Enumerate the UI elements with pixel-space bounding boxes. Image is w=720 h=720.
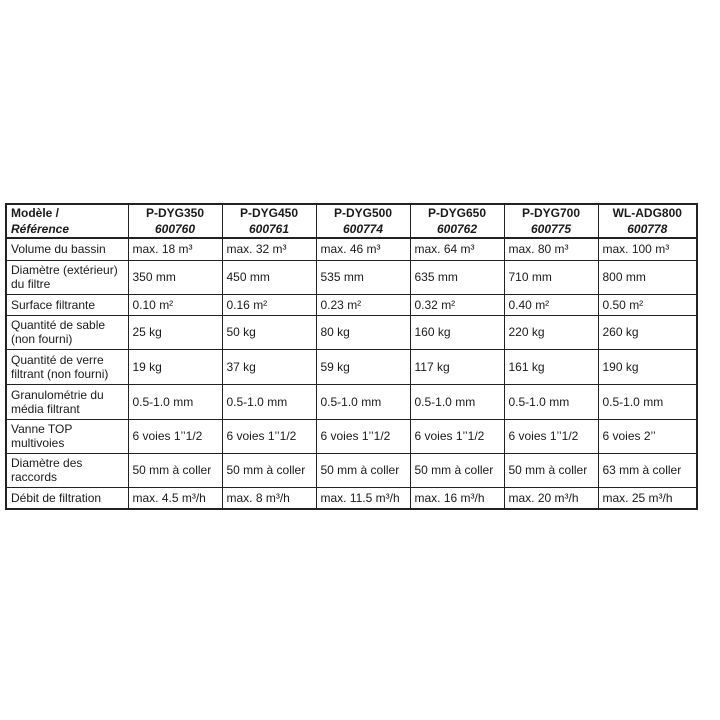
spec-value: 50 mm à coller xyxy=(410,453,504,487)
spec-value: max. 20 m³/h xyxy=(504,487,598,509)
spec-label xyxy=(6,419,128,453)
spec-label-line: Diamètre (extérieur) xyxy=(11,263,118,277)
spec-value: 117 kg xyxy=(410,349,504,384)
spec-value: max. 100 m³ xyxy=(598,238,697,260)
spec-label xyxy=(6,294,128,315)
spec-value: 0.23 m² xyxy=(316,294,410,315)
spec-value: 50 mm à coller xyxy=(504,453,598,487)
spec-row xyxy=(6,384,697,419)
specifications-body xyxy=(6,238,697,509)
spec-value: 50 mm à coller xyxy=(316,453,410,487)
spec-value: 19 kg xyxy=(128,349,222,384)
spec-row xyxy=(6,294,697,315)
spec-value: 59 kg xyxy=(316,349,410,384)
spec-label-line: (non fourni) xyxy=(11,332,73,346)
spec-value: 0.40 m² xyxy=(504,294,598,315)
reference-number: 600774 xyxy=(316,221,410,238)
spec-row xyxy=(6,238,697,260)
spec-value: 161 kg xyxy=(504,349,598,384)
spec-value: 6 voies 1’’1/2 xyxy=(504,419,598,453)
spec-value: 0.5-1.0 mm xyxy=(222,384,316,419)
model-name: WL-ADG800 xyxy=(598,204,697,221)
spec-value: 0.5-1.0 mm xyxy=(504,384,598,419)
spec-label-line: Quantité de sable xyxy=(11,318,106,332)
spec-value: 63 mm à coller xyxy=(598,453,697,487)
spec-value: max. 80 m³ xyxy=(504,238,598,260)
reference-number: 600762 xyxy=(410,221,504,238)
spec-value: 535 mm xyxy=(316,260,410,294)
spec-label xyxy=(6,384,128,419)
spec-label xyxy=(6,238,128,260)
reference-number: 600778 xyxy=(598,221,697,238)
spec-value: max. 11.5 m³/h xyxy=(316,487,410,509)
model-name: P-DYG450 xyxy=(222,204,316,221)
spec-label-line: Vanne TOP xyxy=(11,422,73,436)
spec-row xyxy=(6,260,697,294)
spec-value: 260 kg xyxy=(598,315,697,349)
spec-value: 0.5-1.0 mm xyxy=(598,384,697,419)
spec-value: 0.5-1.0 mm xyxy=(128,384,222,419)
spec-value: 0.16 m² xyxy=(222,294,316,315)
spec-value: 450 mm xyxy=(222,260,316,294)
spec-row xyxy=(6,349,697,384)
spec-value: 220 kg xyxy=(504,315,598,349)
spec-label-line: raccords xyxy=(11,470,58,484)
spec-row xyxy=(6,315,697,349)
spec-value: max. 4.5 m³/h xyxy=(128,487,222,509)
spec-value: 50 mm à coller xyxy=(222,453,316,487)
spec-row xyxy=(6,487,697,509)
spec-value: max. 8 m³/h xyxy=(222,487,316,509)
spec-value: 0.5-1.0 mm xyxy=(316,384,410,419)
spec-label xyxy=(6,349,128,384)
spec-value: 800 mm xyxy=(598,260,697,294)
spec-value: 710 mm xyxy=(504,260,598,294)
spec-label-line: Débit de filtration xyxy=(11,490,102,505)
spec-value: max. 16 m³/h xyxy=(410,487,504,509)
header-row-references xyxy=(6,221,697,238)
spec-row xyxy=(6,419,697,453)
spec-label-line: Diamètre des xyxy=(11,456,83,470)
reference-number: 600761 xyxy=(222,221,316,238)
spec-value: 6 voies 1’’1/2 xyxy=(128,419,222,453)
spec-value: 0.50 m² xyxy=(598,294,697,315)
spec-value: max. 64 m³ xyxy=(410,238,504,260)
spec-label xyxy=(6,315,128,349)
spec-value: 190 kg xyxy=(598,349,697,384)
spec-value: 37 kg xyxy=(222,349,316,384)
spec-value: 0.32 m² xyxy=(410,294,504,315)
header-row-models xyxy=(6,204,697,221)
spec-label-line: filtrant (non fourni) xyxy=(11,366,109,381)
spec-value: 6 voies 1’’1/2 xyxy=(222,419,316,453)
spec-value: 25 kg xyxy=(128,315,222,349)
spec-row xyxy=(6,453,697,487)
spec-label-line: multivoies xyxy=(11,436,65,450)
spec-value: 6 voies 1’’1/2 xyxy=(410,419,504,453)
spec-value: 160 kg xyxy=(410,315,504,349)
spec-label-line: média filtrant xyxy=(11,401,80,416)
spec-label xyxy=(6,260,128,294)
spec-value: 50 kg xyxy=(222,315,316,349)
spec-value: 6 voies 2’’ xyxy=(598,419,697,453)
spec-label xyxy=(6,453,128,487)
spec-value: 350 mm xyxy=(128,260,222,294)
spec-label-line: du filtre xyxy=(11,277,51,291)
reference-number: 600760 xyxy=(128,221,222,238)
spec-label-line: Volume du bassin xyxy=(11,242,106,257)
spec-value: max. 18 m³ xyxy=(128,238,222,260)
spec-value: max. 32 m³ xyxy=(222,238,316,260)
spec-value: max. 25 m³/h xyxy=(598,487,697,509)
model-name: P-DYG350 xyxy=(128,204,222,221)
specifications-table xyxy=(5,203,698,510)
reference-number: 600775 xyxy=(504,221,598,238)
spec-value: 6 voies 1’’1/2 xyxy=(316,419,410,453)
model-header-label: Modèle / xyxy=(6,204,128,221)
spec-label-line: Surface filtrante xyxy=(11,297,96,312)
model-name: P-DYG500 xyxy=(316,204,410,221)
spec-value: 635 mm xyxy=(410,260,504,294)
spec-value: 0.10 m² xyxy=(128,294,222,315)
spec-label xyxy=(6,487,128,509)
spec-value: 80 kg xyxy=(316,315,410,349)
spec-value: 0.5-1.0 mm xyxy=(410,384,504,419)
reference-header-label: Référence xyxy=(6,221,128,238)
model-name: P-DYG700 xyxy=(504,204,598,221)
spec-value: max. 46 m³ xyxy=(316,238,410,260)
spec-label-line: Granulométrie du xyxy=(11,387,104,402)
spec-label-line: Quantité de verre xyxy=(11,352,104,367)
spec-value: 50 mm à coller xyxy=(128,453,222,487)
model-name: P-DYG650 xyxy=(410,204,504,221)
